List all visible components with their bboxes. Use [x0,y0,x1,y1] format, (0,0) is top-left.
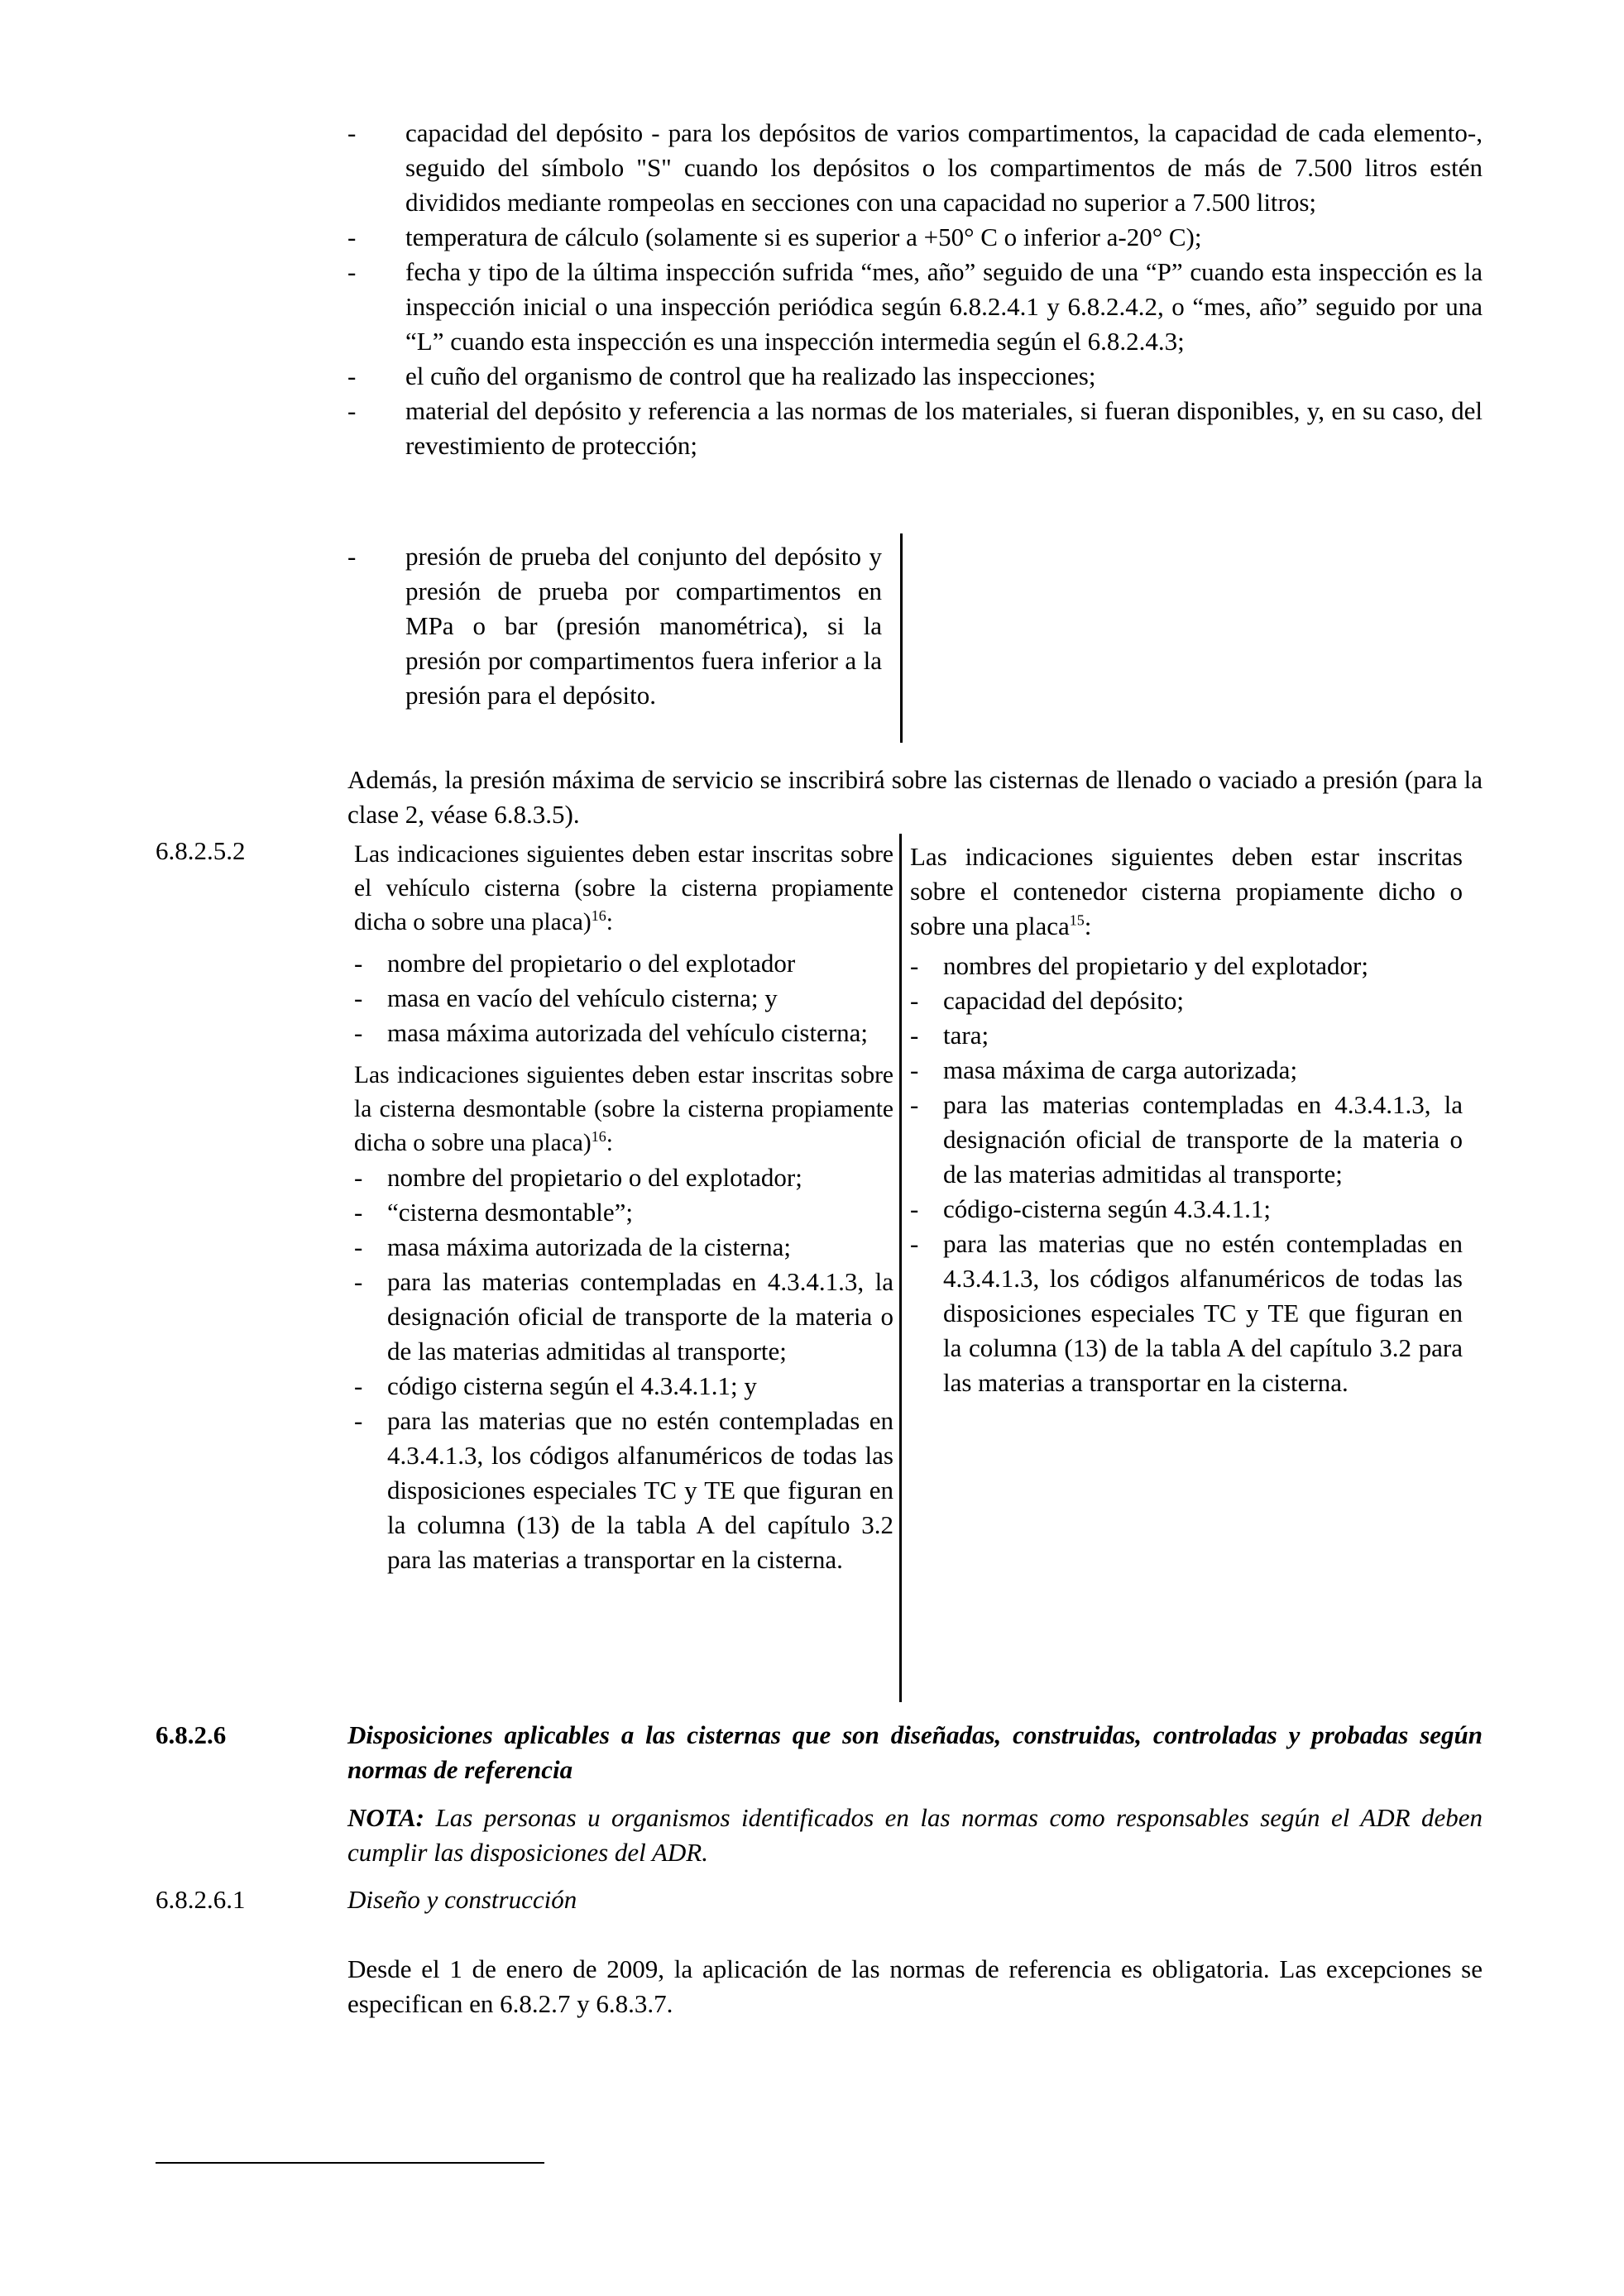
left-column [354,838,893,1577]
list-item [347,359,1483,394]
bullet: - [910,951,919,980]
left-list-2 [354,1160,893,1577]
list-item-text: capacidad del depósito - para los depósitos de varios compartimentos, la capacidad de cada elemento-, seguido del símbolo "S" cuando los depósitos o los compartimentos de más de 7.500 litros estén divididos mediante rompeolas en secciones con una capacidad no superior a 7.500 litros; [405,118,1483,217]
ademas-paragraph: Además, la presión máxima de servicio se inscribirá sobre las cisternas de llenado o vaciado a presión (para la clase 2, véase 6.8.3.5). [347,765,1483,829]
list-item-text: para las materias que no estén contempladas en 4.3.4.1.3, los códigos alfanuméricos de todas las disposiciones especiales TC y TE que figuran en la columna (13) de la tabla A del capítulo 3.2 para las materias a transportar en la cisterna. [943,1229,1463,1397]
bullet: - [354,983,363,1012]
bullet: - [910,1229,919,1258]
list-item [354,1016,893,1050]
list-item-text: para las materias que no estén contempladas en 4.3.4.1.3, los códigos alfanuméricos de todas las disposiciones especiales TC y TE que figuran en la columna (13) de la tabla A del capítulo 3.2 para las materias a transportar en la cisterna. [387,1406,893,1574]
section-text-68261: Desde el 1 de enero de 2009, la aplicación de las normas de referencia es obligatoria. Las excepciones se especifican en 6.8.2.7 y 6.8.3.7. [347,1954,1483,2018]
right-intro: Las indicaciones siguientes deben estar inscritas sobre el contenedor cisterna propiamente dicho o sobre una placa$^{15}$: [910,842,1463,940]
bullet: - [354,1163,363,1192]
list-item-text: para las materias contempladas en 4.3.4.1.3, la designación oficial de transporte de la materia o de las materias admitidas al transporte; [943,1090,1463,1189]
bullet: - [354,949,363,978]
footnote-separator [156,2162,544,2164]
list-item-text: masa máxima de carga autorizada; [943,1055,1298,1084]
list-item-text: nombre del propietario o del explotador [387,949,796,978]
list-item [910,983,1463,1018]
bullet: - [347,118,357,147]
bullet: - [354,1267,363,1296]
list-item [910,1018,1463,1053]
right-list [910,949,1463,1400]
list-item [910,1088,1463,1192]
bullet: - [910,1055,919,1084]
bullet: - [354,1018,363,1047]
nota-label: NOTA: [347,1803,424,1832]
section-number-6826: 6.8.2.6 [156,1720,227,1749]
bullet: - [354,1371,363,1400]
list-item [910,1227,1463,1400]
change-bar [900,533,903,743]
list-item-text: nombre del propietario o del explotador; [387,1163,802,1192]
right-column [910,839,1463,1400]
left-intro-2: Las indicaciones siguientes deben estar inscritas sobre la cisterna desmontable (sobre la cisterna propiamente dicha o sobre una placa)$^{16}$: [354,1062,893,1156]
list-item [910,1053,1463,1088]
list-item-text: el cuño del organismo de control que ha realizado las inspecciones; [405,361,1096,390]
section-number-6825-2: 6.8.2.5.2 [156,836,246,865]
left-list-1 [354,946,893,1050]
bullet: - [347,542,357,571]
list-item [910,949,1463,983]
bullet: - [347,257,357,286]
list-item [347,116,1483,220]
list-item-text: “cisterna desmontable”; [387,1198,633,1227]
list-item-text: masa máxima autorizada de la cisterna; [387,1232,792,1261]
bullet: - [354,1232,363,1261]
section-number-68261: 6.8.2.6.1 [156,1885,246,1914]
list-item-text: código-cisterna según 4.3.4.1.1; [943,1194,1272,1223]
list-item [354,1195,893,1230]
bullet: - [354,1406,363,1435]
list-item-text: fecha y tipo de la última inspección sufrida “mes, año” seguido de una “P” cuando esta inspección es la inspección inicial o una inspección periódica según 6.8.2.4.1 y 6.8.2.4.2, o “mes, año” seguido por una “L” cuando esta inspección es una inspección intermedia según el 6.8.2.4.3; [405,257,1483,356]
list-item [354,946,893,981]
list-item-text: para las materias contempladas en 4.3.4.1.3, la designación oficial de transporte de la materia o de las materias admitidas al transporte; [387,1267,893,1366]
nota-paragraph [347,1801,1483,1870]
section-title-68261: Diseño y construcción [347,1885,577,1914]
list-item [347,220,1483,255]
list-item-text: tara; [943,1021,989,1050]
section-title-6826: Disposiciones aplicables a las cisternas que son diseñadas, construidas, controladas y probadas según normas de referencia [347,1720,1483,1784]
pressure-item [347,539,882,713]
list-item-text: material del depósito y referencia a las normas de los materiales, si fueran disponibles, y, en su caso, del revestimiento de protección; [405,396,1483,460]
bullet: - [910,986,919,1015]
list-item-text: masa en vacío del vehículo cisterna; y [387,983,778,1012]
left-intro-1: Las indicaciones siguientes deben estar inscritas sobre el vehículo cisterna (sobre la cisterna propiamente dicha o sobre una placa)$^{16}$: [354,841,893,935]
list-item [347,255,1483,359]
list-item [910,1192,1463,1227]
list-item-text: nombres del propietario y del explotador; [943,951,1368,980]
pressure-item-text: presión de prueba del conjunto del depósito y presión de prueba por compartimentos en MPa o bar (presión manométrica), si la presión por compartimentos fuera inferior a la presión para el depósito. [405,542,882,710]
list-item-text: capacidad del depósito; [943,986,1184,1015]
bullet: - [347,222,357,251]
bullet: - [347,396,357,425]
list-item-text: código cisterna según el 4.3.4.1.1; y [387,1371,757,1400]
list-item [354,1404,893,1577]
list-item [354,1265,893,1369]
column-divider [899,834,902,1702]
bullet: - [910,1194,919,1223]
bullet: - [347,361,357,390]
nota-text: Las personas u organismos identificados en las normas como responsables según el ADR deben cumplir las disposiciones del ADR. [347,1803,1483,1867]
bullet: - [910,1090,919,1119]
list-item-text: masa máxima autorizada del vehículo cisterna; [387,1018,869,1047]
bullet: - [354,1198,363,1227]
list-item [354,1160,893,1195]
marking-list [347,116,1483,463]
bullet: - [910,1021,919,1050]
list-item [347,394,1483,463]
list-item-text: temperatura de cálculo (solamente si es superior a +50° C o inferior a-20° C); [405,222,1202,251]
list-item [354,1230,893,1265]
list-item [354,981,893,1016]
list-item [354,1369,893,1404]
